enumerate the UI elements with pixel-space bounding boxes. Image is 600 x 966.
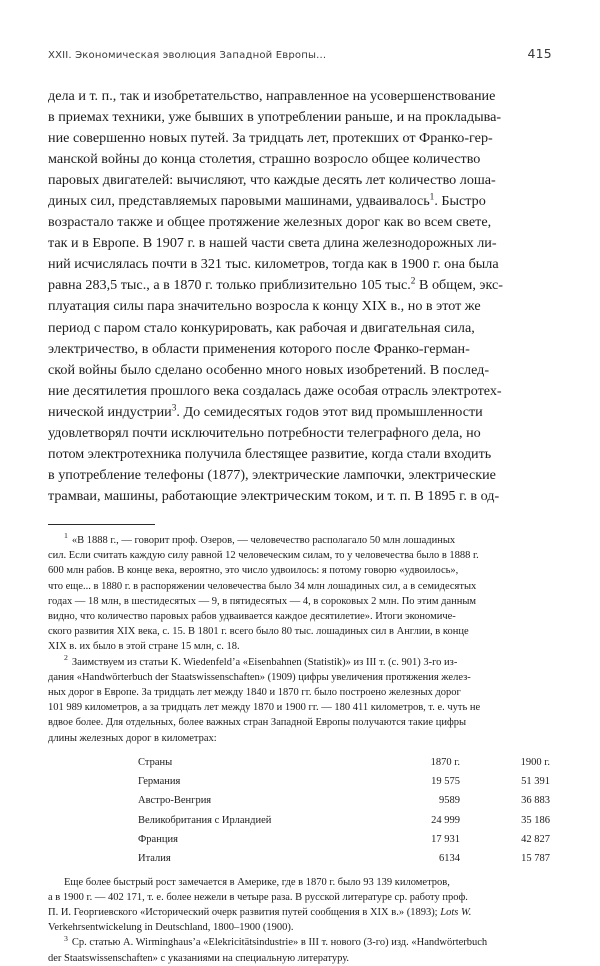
table-cell-country: Франция [138, 833, 178, 845]
table-cell-1900: 36 883 [521, 795, 550, 807]
footnote-number: 2 [64, 653, 68, 663]
body-line: паровых двигателей: вычисляют, что каждые десять лет количество лоша- [48, 172, 496, 189]
italic-citation: Lots W. [440, 906, 472, 918]
body-line: удовлетворял почти исключительно потребности телеграфного дела, но [48, 424, 481, 441]
page-number: 415 [527, 46, 552, 61]
running-head [48, 0, 552, 72]
footnote-line: длины железных дорог в километрах: [48, 732, 217, 744]
footnote-line: 600 млн рабов. В конце века, вероятно, это число удвоилось: я потому говорю «удвоилось», [48, 565, 459, 577]
footnote-line: а в 1900 г. — 402 171, т. е. более нежели в четыре раза. В русской литературе ср. работу проф. [48, 891, 468, 903]
table-cell-1900: 42 827 [521, 833, 550, 845]
footnote-line: der Staatswissenschaften» с указаниями на специальную литературу. [48, 952, 350, 964]
footnote-3 [48, 935, 552, 965]
footnote-line: ных дорог в Европе. За тридцать лет между 1840 и 1870 гг. было построено железных дорог [48, 686, 461, 698]
footnote-2-continued [48, 875, 552, 936]
table-header-1900: 1900 г. [520, 756, 550, 768]
table-cell-country: Италия [138, 853, 171, 865]
footnote-1 [48, 533, 552, 655]
footnote-line: вдвое более. Для отдельных, более важных стран Западной Европы получаются такие цифры [48, 717, 467, 729]
table-row [48, 849, 550, 868]
body-line: плуатация силы пара значительно возросла к концу XIX в., но в этот же [48, 298, 481, 315]
body-line: электричество, в области применения которого после Франко-герман- [48, 340, 470, 357]
footnote-line: $^1$ «В 1888 г., — говорит проф. Озеров, — человечество располагало 50 млн лошадиных [64, 531, 456, 546]
body-line: так и в Европе. В 1907 г. в нашей части света длина железнодорожных ли- [48, 235, 497, 252]
body-line: диных сил, представляемых паровыми машинами, удваивалось$^1$. Быстро [48, 192, 486, 210]
footnote-line: XIX в. их было в этой стране 15 млн, с. 18. [48, 641, 240, 653]
body-line: ской войны было сделано особенно много новых изобретений. В послед- [48, 361, 490, 378]
footnote-ref-3[interactable]: 3 [171, 402, 177, 413]
table-row [48, 791, 550, 810]
footnote-2 [48, 655, 552, 746]
table-cell-1870: 9589 [439, 795, 460, 807]
running-head-title: XXII. Экономическая эволюция Западной Европы... [48, 50, 327, 61]
footnote-ref-1[interactable]: 1 [429, 192, 435, 203]
footnote-number: 1 [64, 531, 68, 541]
table-cell-1900: 35 186 [521, 814, 550, 826]
footnote-line: что еще... в 1880 г. в распоряжении человечества было 34 млн лошадиных сил, а в семидесятых [48, 580, 477, 592]
footnote-line: сил. Если считать каждую силу равной 12 человеческим силам, то у человечества было в 1888 г. [48, 550, 479, 562]
table-cell-1900: 15 787 [521, 853, 550, 865]
footnote-line: П. И. Георгиевского «Исторический очерк развития путей сообщения в XIX в.» (1893); Lots W. [48, 906, 472, 918]
table-cell-1870: 24 999 [431, 814, 460, 826]
table-row [48, 830, 550, 849]
table-row [48, 811, 550, 830]
body-line: период с паром стало конкурировать, как рабочая и двигательная сила, [48, 319, 475, 336]
footnotes-block [48, 524, 552, 966]
body-line: возрастало также и общее протяжение железных дорог как во всем свете, [48, 214, 492, 231]
table-header-1870: 1870 г. [430, 756, 460, 768]
body-paragraph [48, 86, 552, 507]
table-header-country: Страны [138, 756, 173, 768]
table-cell-1870: 19 575 [431, 776, 460, 788]
body-line: в приемах техники, уже бывших в употреблении раньше, и на прокладыва- [48, 109, 502, 126]
table-row [48, 772, 550, 791]
footnote-ref-2[interactable]: 2 [410, 276, 416, 287]
body-line: манской войны до конца столетия, страшно возросло общее количество [48, 151, 481, 168]
footnote-line: 101 989 километров, а за тридцать лет между 1870 и 1900 гг. — 180 411 километров, т. е. чуть не [48, 702, 481, 714]
table-cell-country: Австро-Венгрия [138, 795, 212, 807]
table-cell-country: Великобритания с Ирландией [138, 814, 272, 826]
footnote-line: видно, что количество паровых рабов удваивается каждое десятилетие». Итоги экономиче- [48, 610, 456, 622]
table-header-row [48, 753, 550, 772]
footnote-line: годах — 18 млн, в шестидесятых — 9, в пятидесятых — 4, в сороковых 2 млн. По этим данным [48, 595, 477, 607]
footnote-line: $^2$ Заимствуем из статьи K. Wiedenfeld’a «Eisenbahnen (Statistik)» из III т. (с. 901) 3-го из- [64, 653, 458, 668]
body-line: равна 283,5 тыс., а в 1870 г. только приблизительно 105 тыс.$^2$ В общем, экс- [48, 276, 503, 294]
table-cell-1870: 6134 [439, 853, 460, 865]
footnote-number: 3 [64, 933, 68, 943]
body-line: ние десятилетия прошлого века создалась даже особая отрасль электротех- [48, 382, 502, 399]
table-cell-1870: 17 931 [431, 833, 460, 845]
footnote-line: $^3$ Ср. статью A. Wirminghaus’a «Elekricitätsindustrie» в III т. нового (3-го) изд. «Handwörterbuch [64, 933, 488, 949]
body-line: нической индустрии$^3$. До семидесятых годов этот вид промышленности [48, 402, 483, 420]
body-text [48, 86, 552, 507]
body-line: ние совершенно новых путей. За тридцать лет, протекших от Франко-гер- [48, 130, 493, 147]
footnote-line: дания «Handwörterbuch der Staatswissenschaften» (1909) цифры увеличения протяжения желез- [48, 671, 471, 683]
table-cell-1900: 51 391 [521, 776, 550, 788]
footnote-line: ского развития XIX века, с. 15. В 1801 г. всего было 80 тыс. лошадиных сил в Англии, в конце [48, 626, 469, 638]
footnote-line: Еще более быстрый рост замечается в Америке, где в 1870 г. было 93 139 километров, [64, 876, 450, 888]
body-line: ний исчислялась почти в 321 тыс. километров, тогда как в 1900 г. она была [48, 256, 499, 273]
body-line: дела и т. п., так и изобретательство, направленное на усовершенствование [48, 88, 496, 104]
page-content [48, 0, 552, 966]
railway-length-table [48, 753, 550, 869]
body-line: потом электротехника получила блестящее развитие, когда стали входить [48, 445, 492, 462]
body-line: в употребление телефоны (1877), электрические лампочки, электрические [48, 466, 496, 483]
footnote-line: Verkehrsentwickelung in Deutschland, 1800–1900 (1900). [48, 922, 294, 934]
table-cell-country: Германия [138, 776, 181, 788]
footnote-separator-rule [48, 524, 155, 525]
body-line: трамваи, машины, работающие электрическим током, и т. п. В 1895 г. в од- [48, 487, 500, 504]
